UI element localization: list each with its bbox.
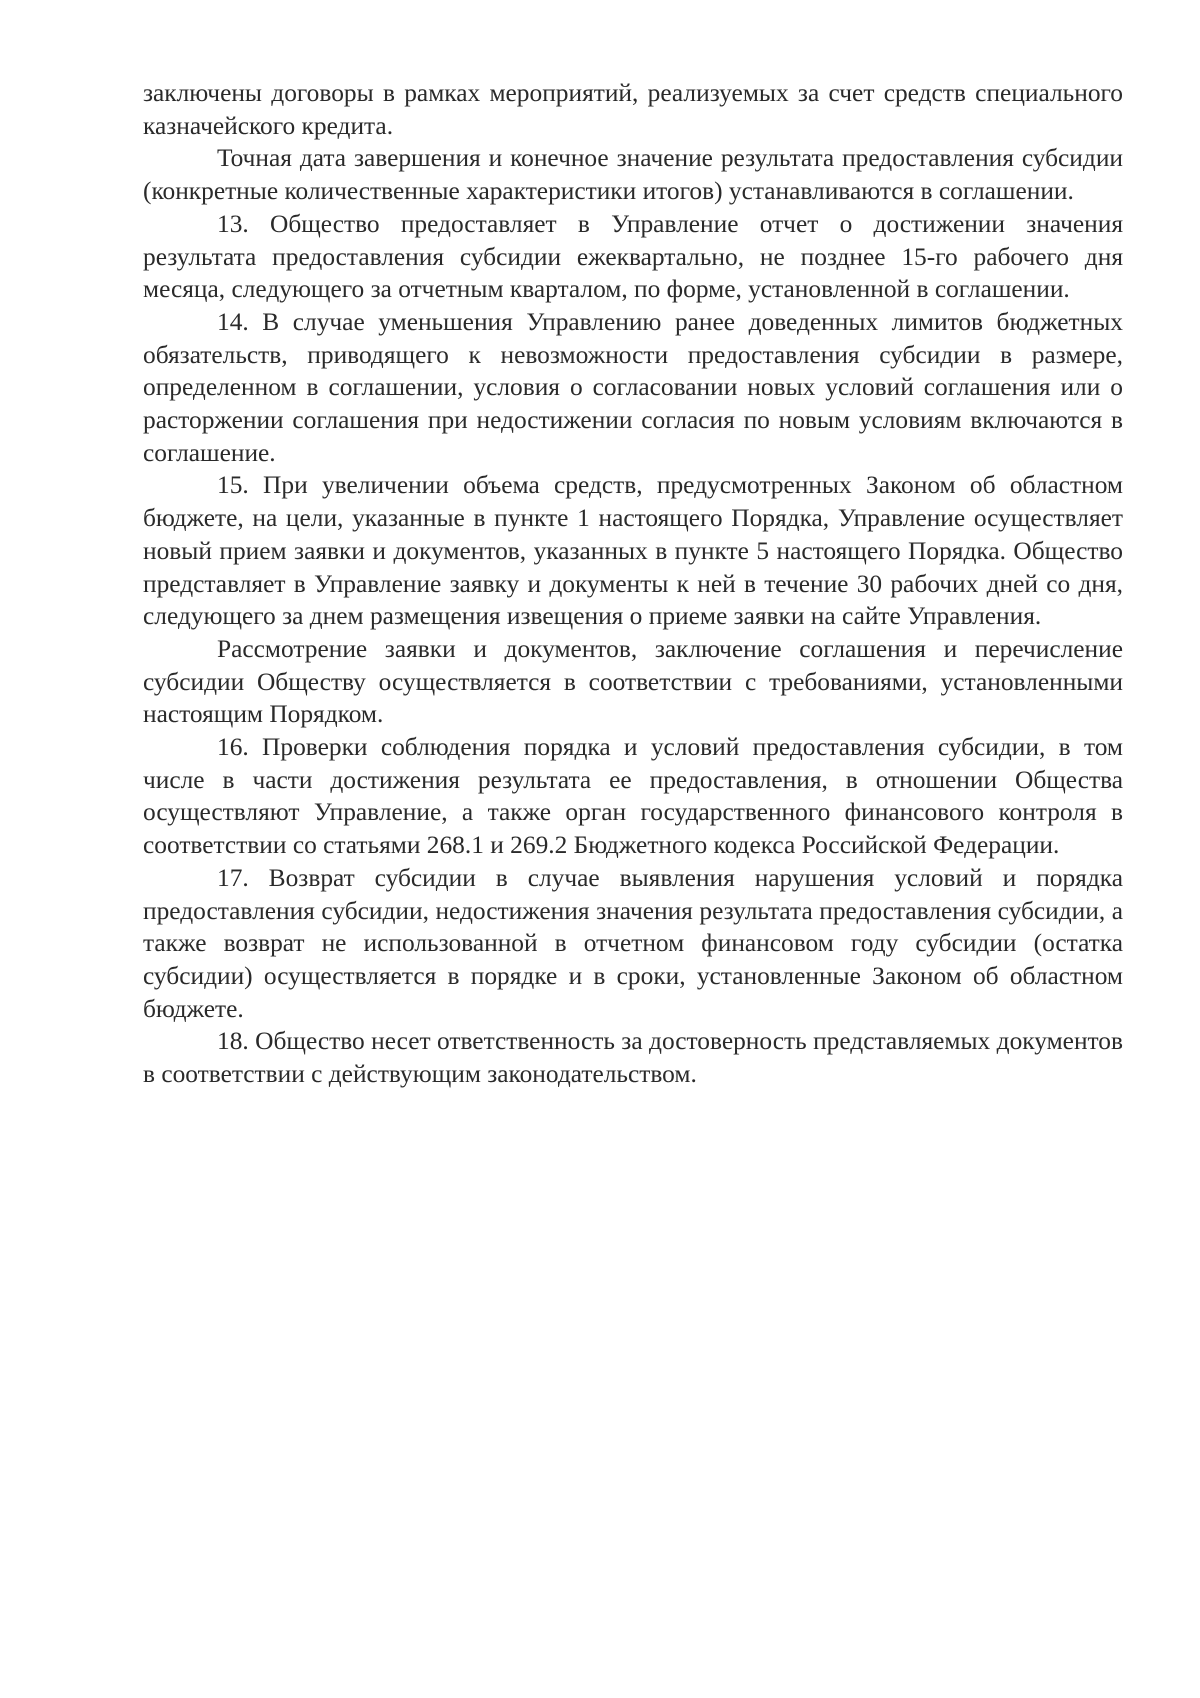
paragraph-15-review: Рассмотрение заявки и документов, заключение соглашения и перечисление субсидии Обществу осуществляется в соответствии с требованиями, установленными настоящим Порядком. xyxy=(143,634,1123,729)
paragraph-continuation: заключены договоры в рамках мероприятий, реализуемых за счет средств специального казначейского кредита. xyxy=(143,79,1123,140)
paragraph-17: 17. Возврат субсидии в случае выявления нарушения условий и порядка предоставления субсидии, недостижения значения результата предоставления субсидии, а также возврат не использованной в отчетном финансовом году субсидии (остатка субсидии) осуществляется в порядке и в сроки, установленные Законом об областном бюджете. xyxy=(143,863,1123,1023)
paragraph-14: 14. В случае уменьшения Управлению ранее доведенных лимитов бюджетных обязательств, приводящего к невозможности предоставления субсидии в размере, определенном в соглашении, условия о согласовании новых условий соглашения или о расторжении соглашения при недостижении согласия по новым условиям включаются в соглашение. xyxy=(143,307,1123,467)
paragraph-16: 16. Проверки соблюдения порядка и условий предоставления субсидии, в том числе в части достижения результата ее предоставления, в отношении Общества осуществляют Управление, а также орган государственного финансового контроля в соответствии со статьями 268.1 и 269.2 Бюджетного кодекса Российской Федерации. xyxy=(143,733,1123,860)
paragraph-result-date: Точная дата завершения и конечное значение результата предоставления субсидии (конкретные количественные характеристики итогов) устанавливаются в соглашении. xyxy=(143,144,1123,206)
paragraph-13: 13. Общество предоставляет в Управление отчет о достижении значения результата предоставления субсидии ежеквартально, не позднее 15-го рабочего дня месяца, следующего за отчетным кварталом, по форме, установленной в соглашении. xyxy=(143,209,1123,304)
document-body xyxy=(143,77,1123,1091)
paragraph-18: 18. Общество несет ответственность за достоверность представляемых документов в соответствии с действующим законодательством. xyxy=(143,1027,1123,1089)
paragraph-15: 15. При увеличении объема средств, предусмотренных Законом об областном бюджете, на цели, указанные в пункте 1 настоящего Порядка, Управление осуществляет новый прием заявки и документов, указанных в пункте 5 настоящего Порядка. Общество представляет в Управление заявку и документы к ней в течение 30 рабочих дней со дня, следующего за днем размещения извещения о приеме заявки на сайте Управления. xyxy=(143,471,1123,631)
